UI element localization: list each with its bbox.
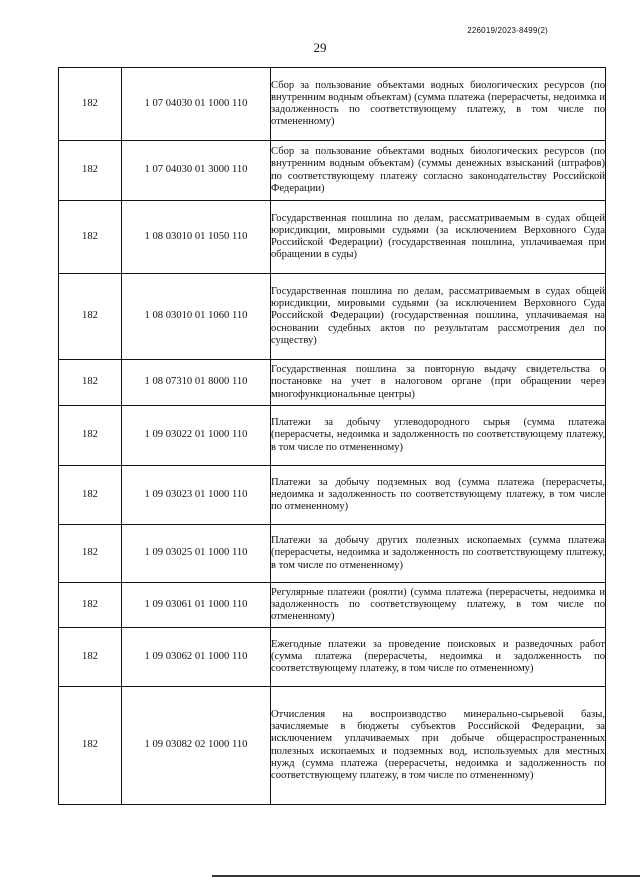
admin-code-cell: 182 (59, 274, 122, 360)
admin-code-cell: 182 (59, 687, 122, 805)
budget-code-cell: 1 07 04030 01 1000 110 (122, 68, 271, 141)
table-row (59, 360, 606, 406)
table-row (59, 466, 606, 525)
budget-code-cell: 1 08 03010 01 1050 110 (122, 201, 271, 274)
description-cell: Платежи за добычу подземных вод (сумма платежа (перерасчеты, недоимка и задолженность по соответствующему платежу, в том числе по отмененному) (271, 466, 606, 525)
admin-code-cell: 182 (59, 525, 122, 583)
admin-code-cell: 182 (59, 628, 122, 687)
budget-code-cell: 1 09 03061 01 1000 110 (122, 583, 271, 628)
admin-code-cell: 182 (59, 583, 122, 628)
budget-code-cell: 1 08 07310 01 8000 110 (122, 360, 271, 406)
budget-code-cell: 1 09 03022 01 1000 110 (122, 406, 271, 466)
budget-code-cell: 1 09 03025 01 1000 110 (122, 525, 271, 583)
admin-code-cell: 182 (59, 141, 122, 201)
table-row (59, 583, 606, 628)
table-row (59, 628, 606, 687)
budget-code-cell: 1 09 03062 01 1000 110 (122, 628, 271, 687)
description-cell: Государственная пошлина за повторную выдачу свидетельства о постановке на учет в налоговом органе (при обращении через многофункциональные центры) (271, 360, 606, 406)
description-cell: Платежи за добычу углеводородного сырья (сумма платежа (перерасчеты, недоимка и задолженность по соответствующему платежу, в том числе по отмененному) (271, 406, 606, 466)
budget-codes-table (58, 67, 606, 805)
document-id: 226019/2023-8499(2) (467, 26, 548, 35)
description-cell: Регулярные платежи (роялти) (сумма платежа (перерасчеты, недоимка и задолженность по соответствующему платежу, в том числе по отмененному) (271, 583, 606, 628)
description-cell: Сбор за пользование объектами водных биологических ресурсов (по внутренним водным объектам) (суммы денежных взысканий (штрафов) по соответствующему платежу согласно законодательству Российской Федерации) (271, 141, 606, 201)
description-cell: Сбор за пользование объектами водных биологических ресурсов (по внутренним водным объектам) (сумма платежа (перерасчеты, недоимка и задолженность по соответствующему платежу, в том числе по отмененному) (271, 68, 606, 141)
table-row (59, 687, 606, 805)
admin-code-cell: 182 (59, 406, 122, 466)
admin-code-cell: 182 (59, 360, 122, 406)
budget-code-cell: 1 09 03082 02 1000 110 (122, 687, 271, 805)
page-number: 29 (313, 40, 327, 55)
description-cell: Отчисления на воспроизводство минерально-сырьевой базы, зачисляемые в бюджеты субъектов Российской Федерации, за исключением уплачиваемых при добыче общераспространенных полезных ископаемых и подземных вод, используемых для местных нужд (сумма платежа (перерасчеты, недоимка и задолженность по соответствующему платежу, в том числе по отмененному) (271, 687, 606, 805)
budget-code-cell: 1 07 04030 01 3000 110 (122, 141, 271, 201)
table-row (59, 406, 606, 466)
budget-code-cell: 1 09 03023 01 1000 110 (122, 466, 271, 525)
description-cell: Государственная пошлина по делам, рассматриваемым в судах общей юрисдикции, мировыми судьями (за исключением Верховного Суда Российской Федерации) (государственная пошлина, уплачиваемая при обращении в суды) (271, 201, 606, 274)
budget-code-cell: 1 08 03010 01 1060 110 (122, 274, 271, 360)
table-row (59, 68, 606, 141)
table-row (59, 525, 606, 583)
table-row (59, 201, 606, 274)
description-cell: Платежи за добычу других полезных ископаемых (сумма платежа (перерасчеты, недоимка и задолженность по соответствующему платежу, в том числе по отмененному) (271, 525, 606, 583)
table-row (59, 141, 606, 201)
description-cell: Государственная пошлина по делам, рассматриваемым в судах общей юрисдикции, мировыми судьями (за исключением Верховного Суда Российской Федерации) (государственная пошлина, уплачиваемая на основании судебных актов по результатам рассмотрения дел по существу) (271, 274, 606, 360)
admin-code-cell: 182 (59, 68, 122, 141)
admin-code-cell: 182 (59, 466, 122, 525)
description-cell: Ежегодные платежи за проведение поисковых и разведочных работ (сумма платежа (перерасчеты, недоимка и задолженность по соответствующему платежу, в том числе по отмененному) (271, 628, 606, 687)
table-row (59, 274, 606, 360)
scan-edge-line (212, 875, 640, 877)
admin-code-cell: 182 (59, 201, 122, 274)
